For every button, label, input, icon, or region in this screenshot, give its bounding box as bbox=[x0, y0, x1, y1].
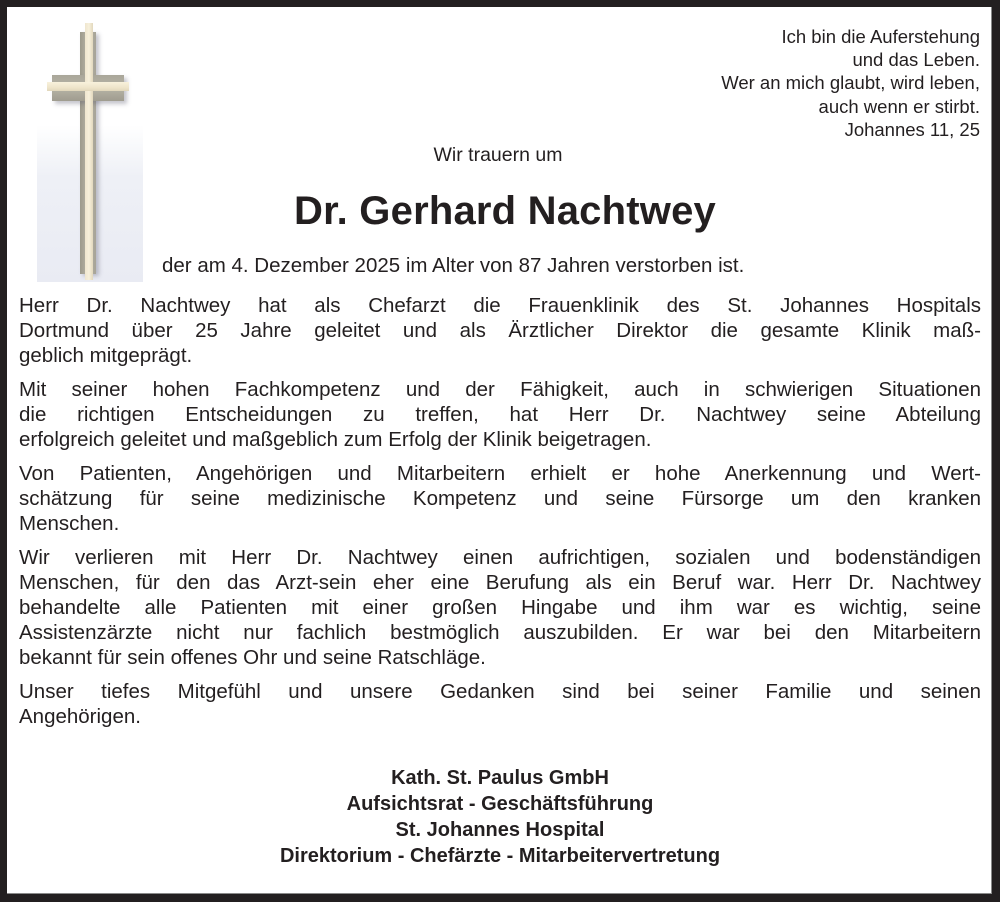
text-line: Unser tiefes Mitgefühl und unsere Gedanken sind bei seiner Familie und seinen bbox=[19, 680, 981, 703]
quote-line: und das Leben. bbox=[852, 49, 980, 71]
death-date-line: der am 4. Dezember 2025 im Alter von 87 Jahren verstorben ist. bbox=[162, 254, 745, 277]
text-line: Dortmund über 25 Jahre geleitet und als Ärztlicher Direktor die gesamte Klinik maß- bbox=[19, 319, 981, 342]
text-line: die richtigen Entscheidungen zu treffen, hat Herr Dr. Nachtwey seine Abteilung bbox=[19, 403, 981, 426]
paragraph-competence bbox=[19, 377, 981, 452]
obituary-body bbox=[19, 293, 981, 738]
text-line: Herr Dr. Nachtwey hat als Chefarzt die Frauenklinik des St. Johannes Hospitals bbox=[19, 294, 981, 317]
intro-line bbox=[0, 142, 996, 168]
text-line: erfolgreich geleitet und maßgeblich zum Erfolg der Klinik beigetragen. bbox=[19, 428, 652, 451]
cross-front-horizontal-bar bbox=[47, 82, 129, 91]
paragraph-recognition bbox=[19, 461, 981, 536]
text-line: geblich mitgeprägt. bbox=[19, 344, 193, 367]
quote-line: Ich bin die Auferstehung bbox=[781, 26, 980, 47]
signature-organization: Kath. St. Paulus GmbH bbox=[391, 767, 609, 789]
signature-block bbox=[0, 765, 1000, 869]
text-line: Angehörigen. bbox=[19, 705, 141, 728]
signature-board: Aufsichtsrat - Geschäftsführung bbox=[346, 793, 654, 815]
paragraph-condolence bbox=[19, 679, 981, 729]
text-line: schätzung für seine medizinische Kompetenz und seine Fürsorge um den kranken bbox=[19, 487, 981, 510]
signature-staff: Direktorium - Chefärzte - Mitarbeitervertretung bbox=[279, 845, 721, 867]
text-line: bekannt für sein offenes Ohr und seine Ratschläge. bbox=[19, 646, 486, 669]
quote-line: auch wenn er stirbt. bbox=[818, 95, 980, 117]
text-line: Von Patienten, Angehörigen und Mitarbeitern erhielt er hohe Anerkennung und Wert- bbox=[19, 462, 981, 485]
quote-source: Johannes 11, 25 bbox=[844, 118, 980, 140]
text-line: behandelte alle Patienten mit einer großen Hingabe und ihm war es wichtig, seine bbox=[19, 596, 981, 619]
paragraph-character bbox=[19, 545, 981, 670]
text-line: Wir verlieren mit Herr Dr. Nachtwey einen aufrichtigen, sozialen und bodenständigen bbox=[19, 546, 981, 569]
intro-text: Wir trauern um bbox=[433, 144, 563, 166]
text-line: Assistenzärzte nicht nur fachlich bestmöglich auszubilden. Er war bei den Mitarbeitern bbox=[19, 621, 981, 644]
text-line: Mit seiner hohen Fachkompetenz und der Fähigkeit, auch in schwierigen Situationen bbox=[19, 378, 981, 401]
quote-line: Wer an mich glaubt, wird leben, bbox=[721, 72, 980, 94]
text-line: Menschen, für den das Arzt-sein eher eine Berufung als ein Beruf war. Herr Dr. Nachtwey bbox=[19, 571, 981, 594]
signature-hospital: St. Johannes Hospital bbox=[395, 819, 605, 841]
deceased-name: Dr. Gerhard Nachtwey bbox=[294, 189, 716, 233]
bible-quote bbox=[650, 25, 980, 141]
paragraph-career bbox=[19, 293, 981, 368]
text-line: Menschen. bbox=[19, 512, 120, 535]
